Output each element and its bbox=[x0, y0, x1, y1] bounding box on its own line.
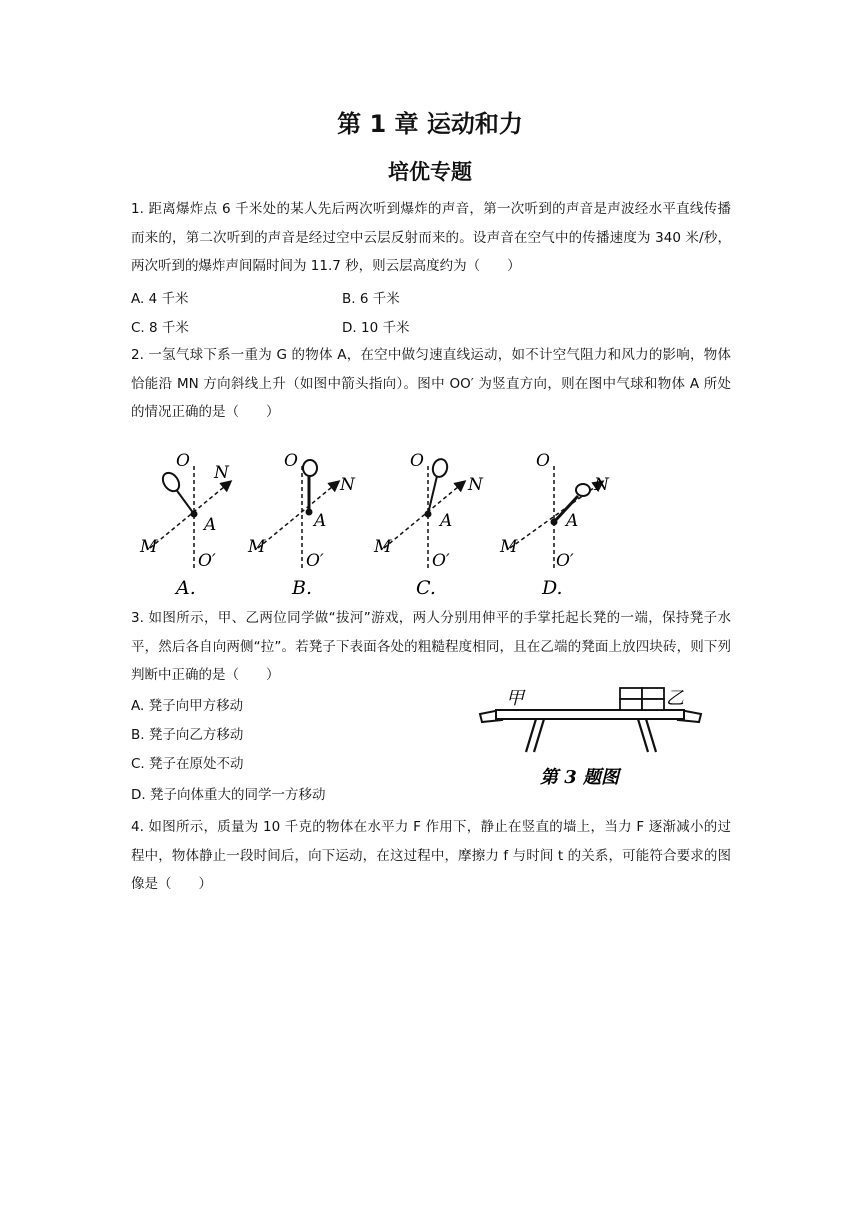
q2-panel-c bbox=[373, 451, 484, 599]
label-a: A bbox=[204, 515, 217, 535]
label-m: M bbox=[248, 537, 266, 557]
q1-option-a: A. 4 千米 bbox=[131, 291, 189, 307]
caption-d: D. bbox=[542, 577, 563, 599]
page-subtitle: 培优专题 bbox=[388, 160, 472, 184]
label-a: A bbox=[566, 511, 579, 531]
caption-b: B. bbox=[292, 577, 313, 599]
q3-bench-figure bbox=[478, 680, 703, 792]
q2-panel-d bbox=[499, 451, 610, 599]
label-yi: 乙 bbox=[666, 688, 684, 709]
q3-option-c: C. 凳子在原处不动 bbox=[131, 756, 244, 772]
label-m: M bbox=[500, 537, 518, 557]
q3-option-d: D. 凳子向体重大的同学一方移动 bbox=[131, 787, 326, 803]
label-m: M bbox=[374, 537, 392, 557]
q3-option-a: A. 凳子向甲方移动 bbox=[131, 698, 244, 714]
q2-panel-b bbox=[247, 451, 356, 599]
q3-option-b: B. 凳子向乙方移动 bbox=[131, 727, 244, 743]
label-o: O bbox=[410, 451, 424, 471]
question-4-text: 4. 如图所示，质量为 10 千克的物体在水平力 F 作用下，静止在竖直的墙上，当力 F 逐渐减小的过程中，物体静止一段时间后，向下运动，在这过程中，摩擦力 f 与时间 t 的关系，可能符合要求的图像是（ ） bbox=[131, 819, 731, 892]
page-title: 第 1 章 运动和力 bbox=[337, 110, 523, 138]
question-1-text: 1. 距离爆炸点 6 千米处的某人先后两次听到爆炸的声音，第一次听到的声音是声波经水平直线传播而来的，第二次听到的声音是经过空中云层反射而来的。设声音在空气中的传播速度为 340 米/秒，两次听到的爆炸声间隔时间为 11.7 秒，则云层高度约为（ ） bbox=[131, 201, 731, 274]
label-jia: 甲 bbox=[506, 688, 524, 709]
q2-panel-a bbox=[139, 451, 230, 599]
label-n: N bbox=[594, 475, 609, 495]
label-o: O bbox=[284, 451, 298, 471]
q2-balloon-figure bbox=[132, 448, 622, 600]
q1-option-c: C. 8 千米 bbox=[131, 320, 189, 336]
label-n: N bbox=[468, 475, 483, 495]
q3-figure-caption: 第 3 题图 bbox=[540, 767, 620, 788]
question-2-text: 2. 一氢气球下系一重为 G 的物体 A，在空中做匀速直线运动，如不计空气阻力和风力的影响，物体恰能沿 MN 方向斜线上升（如图中箭头指向）。图中 OO′ 为竖直方向，则在图中气球和物体 A 所处的情况正确的是（ ） bbox=[131, 347, 731, 420]
caption-c: C. bbox=[416, 577, 436, 599]
question-3-text: 3. 如图所示，甲、乙两位同学做“拔河”游戏，两人分别用伸平的手掌托起长凳的一端，保持凳子水平，然后各自向两侧“拉”。若凳子下表面各处的粗糙程度相同，且在乙端的凳面上放四块砖，则下列判断中正确的是（ ） bbox=[131, 610, 731, 683]
label-a: A bbox=[314, 511, 327, 531]
label-m: M bbox=[140, 537, 158, 557]
label-o-prime: O′ bbox=[556, 551, 574, 571]
q1-option-d: D. 10 千米 bbox=[342, 320, 410, 336]
label-n: N bbox=[214, 463, 229, 483]
label-n: N bbox=[340, 475, 355, 495]
caption-a: A. bbox=[176, 577, 196, 599]
label-a: A bbox=[440, 511, 453, 531]
label-o: O bbox=[176, 451, 190, 471]
q1-option-b: B. 6 千米 bbox=[342, 291, 400, 307]
label-o: O bbox=[536, 451, 550, 471]
label-o-prime: O′ bbox=[306, 551, 324, 571]
label-o-prime: O′ bbox=[198, 551, 216, 571]
label-o-prime: O′ bbox=[432, 551, 450, 571]
